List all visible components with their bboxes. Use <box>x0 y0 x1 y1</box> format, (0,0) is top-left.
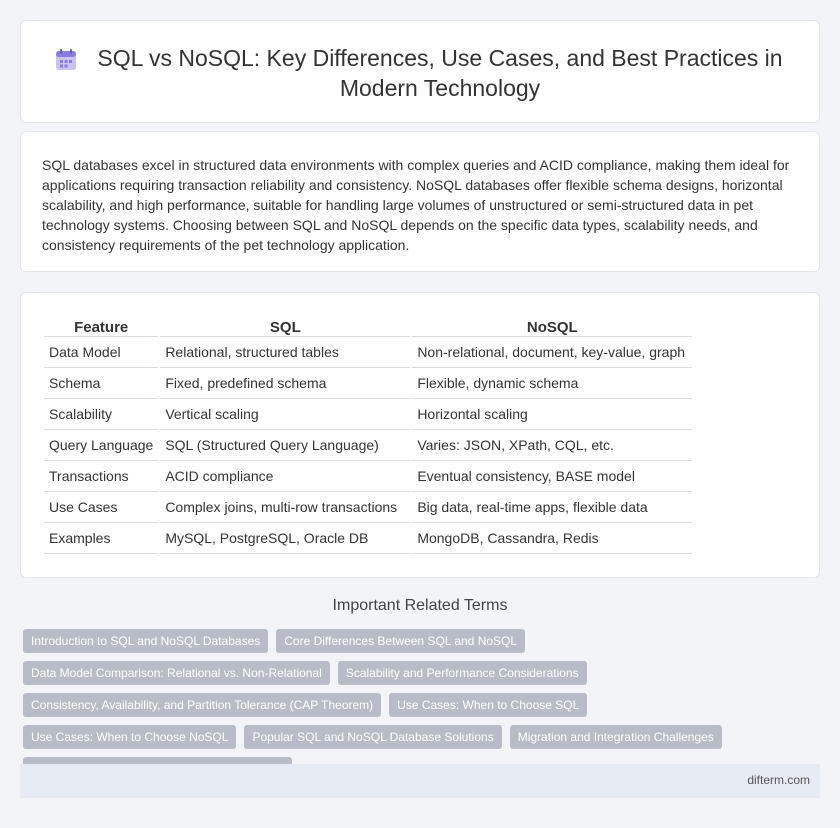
feature-cell: Data Model <box>44 337 158 368</box>
related-term-tag[interactable]: Consistency, Availability, and Partition Tolerance (CAP Theorem) <box>23 693 381 717</box>
sql-cell: Complex joins, multi-row transactions <box>160 492 410 523</box>
nosql-cell: Big data, real-time apps, flexible data <box>412 492 692 523</box>
calendar-icon <box>53 47 79 73</box>
feature-cell: Transactions <box>44 461 158 492</box>
nosql-cell: Flexible, dynamic schema <box>412 368 692 399</box>
table-header-row <box>44 313 692 337</box>
footer-site-link[interactable]: difterm.com <box>747 773 810 787</box>
table-row <box>44 430 692 461</box>
sql-cell: Vertical scaling <box>160 399 410 430</box>
nosql-cell: Horizontal scaling <box>412 399 692 430</box>
sql-cell: Fixed, predefined schema <box>160 368 410 399</box>
nosql-cell: Varies: JSON, XPath, CQL, etc. <box>412 430 692 461</box>
related-term-tag[interactable]: Data Model Comparison: Relational vs. Non-Relational <box>23 661 330 685</box>
feature-cell: Use Cases <box>44 492 158 523</box>
header <box>21 43 819 103</box>
summary-card <box>20 131 820 272</box>
sql-cell: SQL (Structured Query Language) <box>160 430 410 461</box>
related-term-tag[interactable]: Use Cases: When to Choose NoSQL <box>23 725 236 749</box>
header-card <box>20 20 820 123</box>
footer <box>20 764 820 798</box>
table-row <box>44 399 692 430</box>
sql-cell: Relational, structured tables <box>160 337 410 368</box>
related-terms-title: Important Related Terms <box>332 597 508 614</box>
table-row <box>44 523 692 554</box>
related-term-tag[interactable]: Introduction to SQL and NoSQL Databases <box>23 629 268 653</box>
summary-text: SQL databases excel in structured data environments with complex queries and ACID compliance, making them ideal for applications requiring transaction reliability and consistency. NoSQL databases offer flexible schema designs, horizontal scalability, and high performance, suitable for handling large volumes of unstructured or semi-structured data in pet technology systems. Choosing between SQL and NoSQL depends on the specific data types, scalability needs, and consistency requirements of the pet technology application. <box>42 157 790 253</box>
feature-cell: Query Language <box>44 430 158 461</box>
related-term-tag[interactable]: Core Differences Between SQL and NoSQL <box>276 629 525 653</box>
table-row <box>44 461 692 492</box>
nosql-cell: Non-relational, document, key-value, graph <box>412 337 692 368</box>
header-sql: SQL <box>160 313 410 337</box>
related-term-tag[interactable]: Scalability and Performance Considerations <box>338 661 587 685</box>
table-row <box>44 492 692 523</box>
table-row <box>44 337 692 368</box>
related-term-tag[interactable]: Migration and Integration Challenges <box>510 725 722 749</box>
feature-cell: Scalability <box>44 399 158 430</box>
sql-cell: MySQL, PostgreSQL, Oracle DB <box>160 523 410 554</box>
related-term-tag[interactable]: Use Cases: When to Choose SQL <box>389 693 587 717</box>
feature-cell: Examples <box>44 523 158 554</box>
comparison-table-card <box>20 292 820 578</box>
nosql-cell: Eventual consistency, BASE model <box>412 461 692 492</box>
table-row <box>44 368 692 399</box>
header-feature: Feature <box>44 313 158 337</box>
comparison-table <box>42 313 694 554</box>
related-term-tag[interactable]: Popular SQL and NoSQL Database Solutions <box>244 725 501 749</box>
header-nosql: NoSQL <box>412 313 692 337</box>
feature-cell: Schema <box>44 368 158 399</box>
related-terms-list <box>23 629 803 781</box>
sql-cell: ACID compliance <box>160 461 410 492</box>
page-title: SQL vs NoSQL: Key Differences, Use Cases, and Best Practices in Modern Technology <box>97 45 783 101</box>
nosql-cell: MongoDB, Cassandra, Redis <box>412 523 692 554</box>
